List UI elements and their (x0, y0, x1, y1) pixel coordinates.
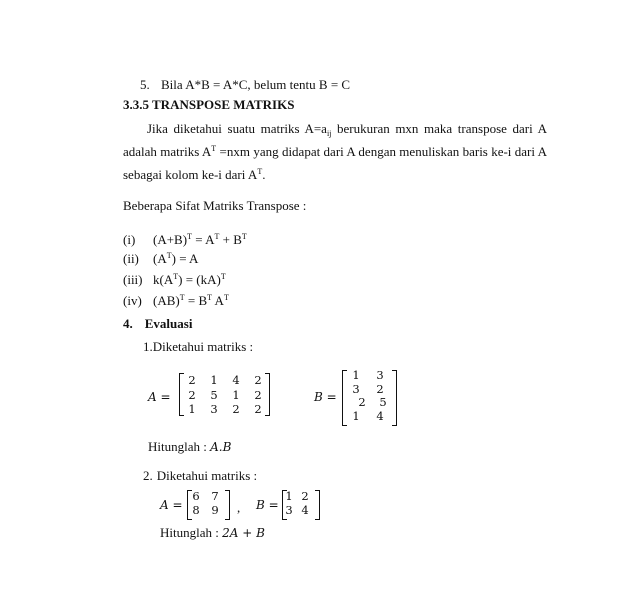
list-text: Bila A*B = A*C, belum tentu B = C (161, 77, 351, 92)
property-item: (iv) $(AB)^T = B^T$ $A^T$ (123, 293, 229, 308)
matrix-bracket-right (315, 490, 320, 520)
matrix-a: 2 1 4 2 2 5 1 2 1 3 2 2 (188, 373, 262, 416)
property-item: (iii) $k(A^T) = (kA)^T$ (123, 272, 226, 287)
property-item: (ii) $(A^T) = A$ (123, 251, 199, 266)
paragraph-line: sebagai kolom ke-i dari $A^T$. (123, 167, 266, 182)
matrix-bracket-right (265, 373, 270, 416)
question-1-task: Hitunglah : A.B (148, 439, 232, 454)
list-item (140, 78, 350, 91)
matrix-a-2: 6 7 8 9 (192, 489, 219, 517)
list-number: 5. (140, 77, 150, 92)
paragraph-line: Jika diketahui suatu matriks $A=a_{ij}$ berukuran mxn maka transpose dari A (147, 121, 547, 138)
matrix-b-label: B = (314, 390, 337, 404)
matrix-b-2: 1 2 3 4 (285, 489, 309, 517)
matrix-bracket-right (392, 370, 397, 426)
matrix-a-label: A = (160, 498, 183, 512)
matrix-b-label: B = (256, 498, 279, 512)
evaluasi-heading: 4. Evaluasi (123, 316, 193, 331)
property-item: (i) $(A+B)^T = A^T + B^T$ (123, 232, 247, 247)
matrix-b: 1 3 3 2 2 5 1 4 (352, 368, 387, 423)
matrix-a-label: A = (148, 390, 171, 404)
paragraph-line: adalah matriks $A^T =nxm$ yang didapat dari A dengan menuliskan baris ke-i dari A (123, 144, 548, 159)
question-2-text: 2. Diketahui matriks : (143, 468, 258, 483)
section-heading: 3.3.5 TRANSPOSE MATRIKS (123, 97, 295, 112)
matrix-bracket-right (225, 490, 230, 520)
matrix-separator: , (237, 500, 241, 515)
question-1-text: 1.Diketahui matriks : (143, 339, 254, 354)
properties-title: Beberapa Sifat Matriks Transpose : (123, 198, 307, 213)
question-2-task: Hitunglah : 2A + B (160, 525, 265, 540)
